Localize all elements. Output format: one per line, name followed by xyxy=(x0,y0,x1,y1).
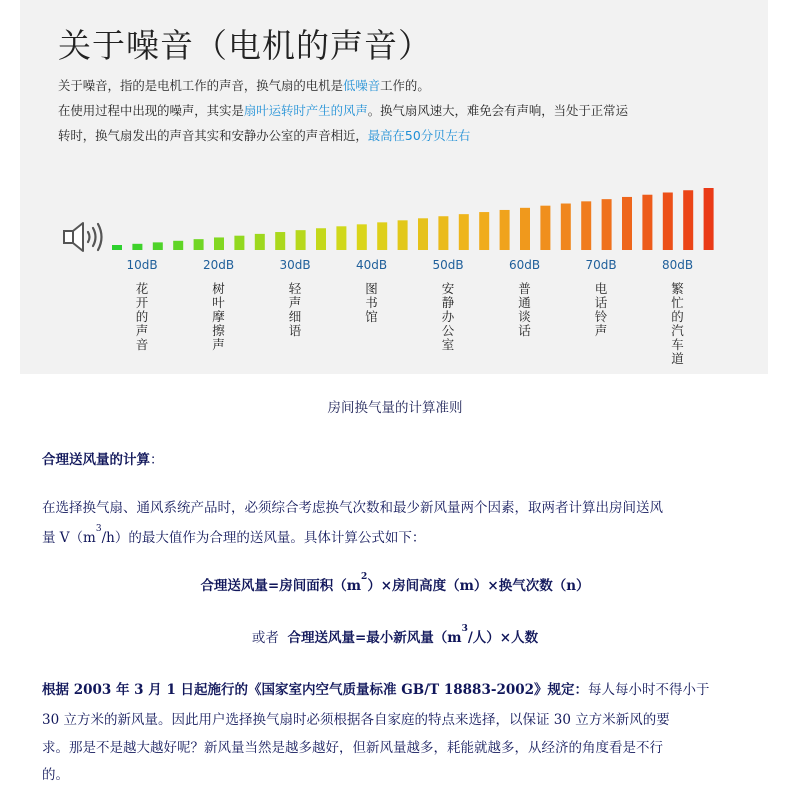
intro-text: 转时，换气扇发出的声音其实和安静办公室的声音相近， xyxy=(58,128,368,143)
para2-line4: 的。 xyxy=(42,767,69,783)
noise-bar xyxy=(398,220,408,250)
noise-bar xyxy=(194,239,204,250)
noise-bar xyxy=(316,228,326,250)
noise-bar xyxy=(581,201,591,250)
db-label: 40dB xyxy=(355,258,388,272)
doc-heading: 房间换气量的计算准则 xyxy=(327,400,463,416)
formula-text: /人）×人数 xyxy=(467,630,539,646)
noise-infographic xyxy=(20,0,768,374)
noise-bar xyxy=(234,236,244,250)
db-label: 50dB xyxy=(432,258,464,272)
noise-bar xyxy=(296,230,306,250)
level-description: 繁忙的汽车道 xyxy=(671,281,684,366)
level-description: 树叶摩擦声 xyxy=(212,281,225,352)
db-label: 70dB xyxy=(585,258,617,272)
formula-text: ）×房间高度（m）×换气次数（n） xyxy=(367,578,590,594)
superscript: 2 xyxy=(361,572,368,582)
section-title-row xyxy=(42,448,164,468)
noise-bar xyxy=(479,212,489,250)
noise-bar xyxy=(663,192,673,250)
noise-bar xyxy=(153,242,163,250)
noise-bar xyxy=(255,234,265,250)
level-description: 电话铃声 xyxy=(594,281,608,338)
level-description: 安静办公室 xyxy=(441,281,455,352)
noise-bar xyxy=(438,216,448,250)
formula-1 xyxy=(0,574,790,594)
intro-text: 工作的。 xyxy=(380,78,430,93)
formula-text: 合理送风量=最小新风量（m xyxy=(287,630,462,646)
para2-line2: 30 立方米的新风量。因此用户选择换气扇时必须根据各自家庭的特点来选择，以保证 30 立方米新风的要 xyxy=(42,712,670,728)
formula-2 xyxy=(0,626,790,646)
intro-highlight: 扇叶运转时产生的风声 xyxy=(243,103,368,118)
noise-bar xyxy=(602,199,612,250)
section-colon: ： xyxy=(150,452,164,468)
noise-bar xyxy=(683,190,693,250)
db-label: 80dB xyxy=(661,258,694,272)
noise-bar xyxy=(275,232,285,250)
noise-bar xyxy=(418,218,428,250)
level-description: 花开的声音 xyxy=(135,281,149,352)
intro-text: 关于噪音，指的是电机工作的声音，换气扇的电机是 xyxy=(58,78,343,93)
infographic-title: 关于噪音（电机的声音） xyxy=(58,26,432,65)
para1-line1: 在选择换气扇、通风系统产品时，必须综合考虑换气次数和最少新风量两个因素，取两者计算出房间送风 xyxy=(42,500,663,516)
noise-bar xyxy=(459,214,469,250)
section-title: 合理送风量的计算 xyxy=(42,452,150,468)
db-label: 10dB xyxy=(126,258,158,272)
level-description: 轻声细语 xyxy=(288,281,302,338)
noise-bar xyxy=(561,204,571,250)
noise-bar xyxy=(704,188,714,250)
para-text: /h）的最大值作为合理的送风量。具体计算公式如下： xyxy=(101,530,426,546)
formula-text: 合理送风量=房间面积（m xyxy=(200,578,362,594)
para2-line3: 求。那是不是越大越好呢？新风量当然是越多越好，但新风量越多，耗能就越多，从经济的角度看是不行 xyxy=(42,740,663,756)
noise-bar xyxy=(622,197,632,250)
noise-bar xyxy=(336,226,346,250)
noise-bar xyxy=(520,208,530,250)
noise-bar xyxy=(642,195,652,250)
intro-text: 在使用过程中出现的噪声，其实是 xyxy=(58,103,244,118)
db-label: 30dB xyxy=(279,258,311,272)
noise-bar xyxy=(112,245,122,250)
intro-highlight: 低噪音 xyxy=(342,78,381,93)
formula-prefix: 或者 xyxy=(251,630,279,646)
intro-highlight: 最高在50分贝左右 xyxy=(367,128,471,143)
noise-bar xyxy=(357,224,367,250)
para-bold: 根据 2003 年 3 月 1 日起施行的《国家室内空气质量标准 GB/T 18883-2002》规定： xyxy=(42,682,589,698)
noise-bar xyxy=(173,241,183,250)
para-text: 每人每小时不得小于 xyxy=(588,682,710,698)
noise-bar xyxy=(214,237,224,250)
noise-bar xyxy=(540,206,550,250)
noise-level-chart xyxy=(20,0,768,374)
noise-bar xyxy=(377,222,387,250)
superscript: 3 xyxy=(461,624,468,634)
intro-text: 。换气扇风速大，难免会有声响，当处于正常运 xyxy=(367,103,628,118)
level-description: 普通谈话 xyxy=(518,281,531,338)
noise-bar xyxy=(500,210,510,250)
noise-bar xyxy=(132,244,142,250)
db-label: 60dB xyxy=(508,258,541,272)
db-label: 20dB xyxy=(202,258,235,272)
para2-line1 xyxy=(42,678,710,698)
para1-line2 xyxy=(42,526,425,546)
superscript: 3 xyxy=(95,524,102,534)
level-description: 图书馆 xyxy=(365,281,378,324)
para-text: 量 V（m xyxy=(42,530,96,546)
